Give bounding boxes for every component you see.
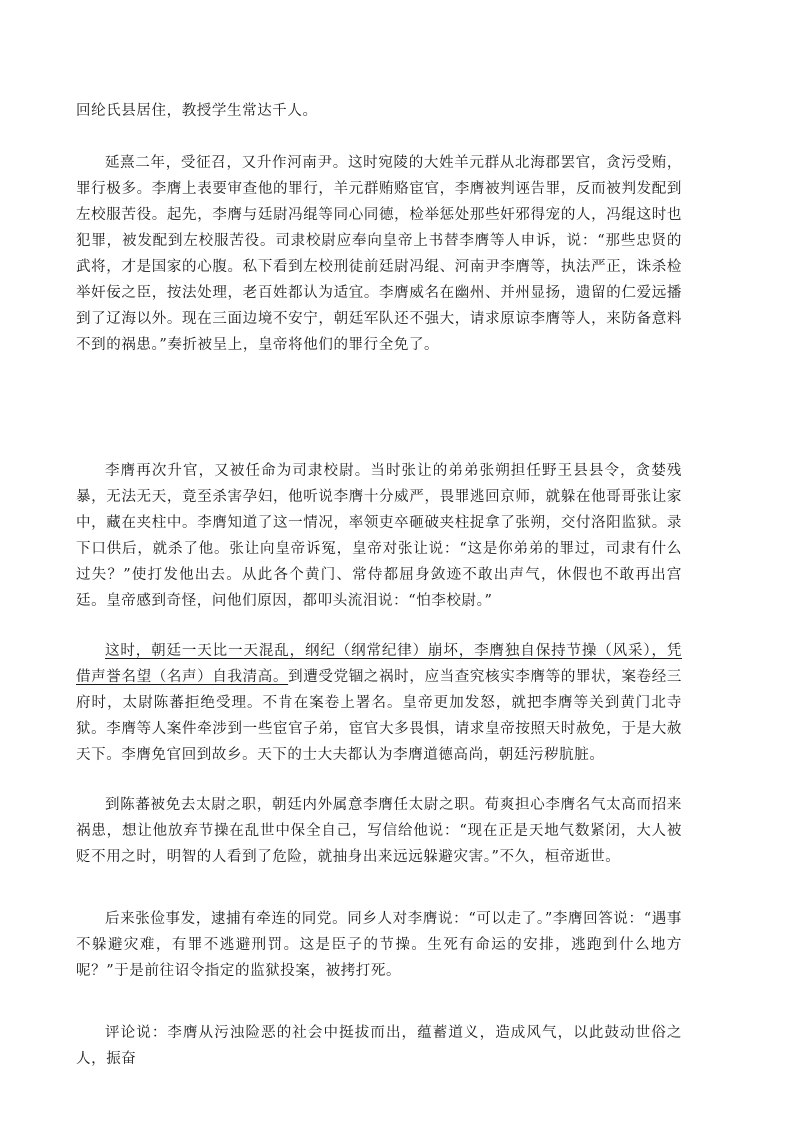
paragraph-continuation bbox=[76, 98, 682, 124]
paragraph-text: 到遭受党锢之祸时，应当查究核实李膺等的罪状，案卷经三府时，太尉陈蕃拒绝受理。不肯在案卷上署名。皇帝更加发怒，就把李膺等关到黄门北寺狱。李膺等人案件牵涉到一些宦官子弟，宦官大多畏惧，请求皇帝按照天时赦免，于是大赦天下。李膺免官回到故乡。天下的士大夫都认为李膺道德高尚，朝廷污秽肮脏。 bbox=[76, 669, 682, 763]
paragraph-text: 李膺再次升官，又被任命为司隶校尉。当时张让的弟弟张朔担任野王县县令，贪婪残暴，无法无天，竟至杀害孕妇，他听说李膺十分威严，畏罪逃回京师，就躲在他哥哥张让家中，藏在夹柱中。李膺知道了这一情况，率领吏卒砸破夹柱捉拿了张朔，交付洛阳监狱。录下口供后，就杀了他。张让向皇帝诉冤，皇帝对张让说：“这是你弟弟的罪过，司隶有什么过失？”使打发他出去。从此各个黄门、常侍都屈身敛迹不敢出声气，休假也不敢再出宫廷。皇帝感到奇怪，问他们原因，都叩头流泪说：“怕李校尉。” bbox=[76, 463, 682, 609]
paragraph-xun-shuang bbox=[76, 792, 682, 870]
paragraph-henan-yin bbox=[76, 150, 682, 358]
paragraph-commentary bbox=[76, 1020, 682, 1072]
paragraph-text: 到陈蕃被免去太尉之职，朝廷内外属意李膺任太尉之职。荀爽担心李膺名气太高而招来祸患，想让他放弃节操在乱世中保全自己，写信给他说：“现在正是天地气数紧闭，大人被贬不用之时，明智的人看到了危险，就抽身出来远远躲避灾害。”不久，桓帝逝世。 bbox=[76, 797, 682, 865]
underlined-sentence: 这时，朝廷一天比一天混乱，纲纪（纲常纪律）崩坏，李膺独自保持节操（风采），凭借声誉名望（名声）自我清高。 bbox=[76, 643, 682, 685]
paragraph-sili-xiaowei bbox=[76, 458, 682, 614]
paragraph-text: 延熹二年，受征召，又升作河南尹。这时宛陵的大姓羊元群从北海郡罢官，贪污受贿，罪行极多。李膺上表要审查他的罪行，羊元群贿赂宦官，李膺被判诬告罪，反而被判发配到左校服苦役。起先，李膺与廷尉冯绲等同心同德，检举惩处那些奸邪得宠的人，冯绲这时也犯罪，被发配到左校服苦役。司隶校尉应奉向皇帝上书替李膺等人申诉，说：“那些忠贤的武将，才是国家的心腹。私下看到左校刑徒前廷尉冯绲、河南尹李膺等，执法严正，诛杀检举奸佞之臣，按法处理，老百姓都认为适宜。李膺威名在幽州、并州显扬，遗留的仁爱远播到了辽海以外。现在三面边境不安宁，朝廷军队还不强大，请求原谅李膺等人，来防备意料不到的祸患。”奏折被呈上，皇帝将他们的罪行全免了。 bbox=[76, 155, 682, 353]
paragraph-text: 回纶氏县居住，教授学生常达千人。 bbox=[76, 103, 318, 119]
paragraph-danggu bbox=[76, 638, 682, 768]
paragraph-text: 后来张俭事发，逮捕有牵连的同党。同乡人对李膺说：“可以走了。”李膺回答说：“遇事不躲避灾难，有罪不逃避刑罚。这是臣子的节操。生死有命运的安排，逃跑到什么地方呢？”于是前往诏令指定的监狱投案，被拷打死。 bbox=[76, 911, 682, 979]
paragraph-text: 评论说：李膺从污浊险恶的社会中挺拔而出，蕴蓄道义，造成风气，以此鼓动世俗之人，振奋 bbox=[76, 1025, 682, 1067]
paragraph-zhang-jian bbox=[76, 906, 682, 984]
